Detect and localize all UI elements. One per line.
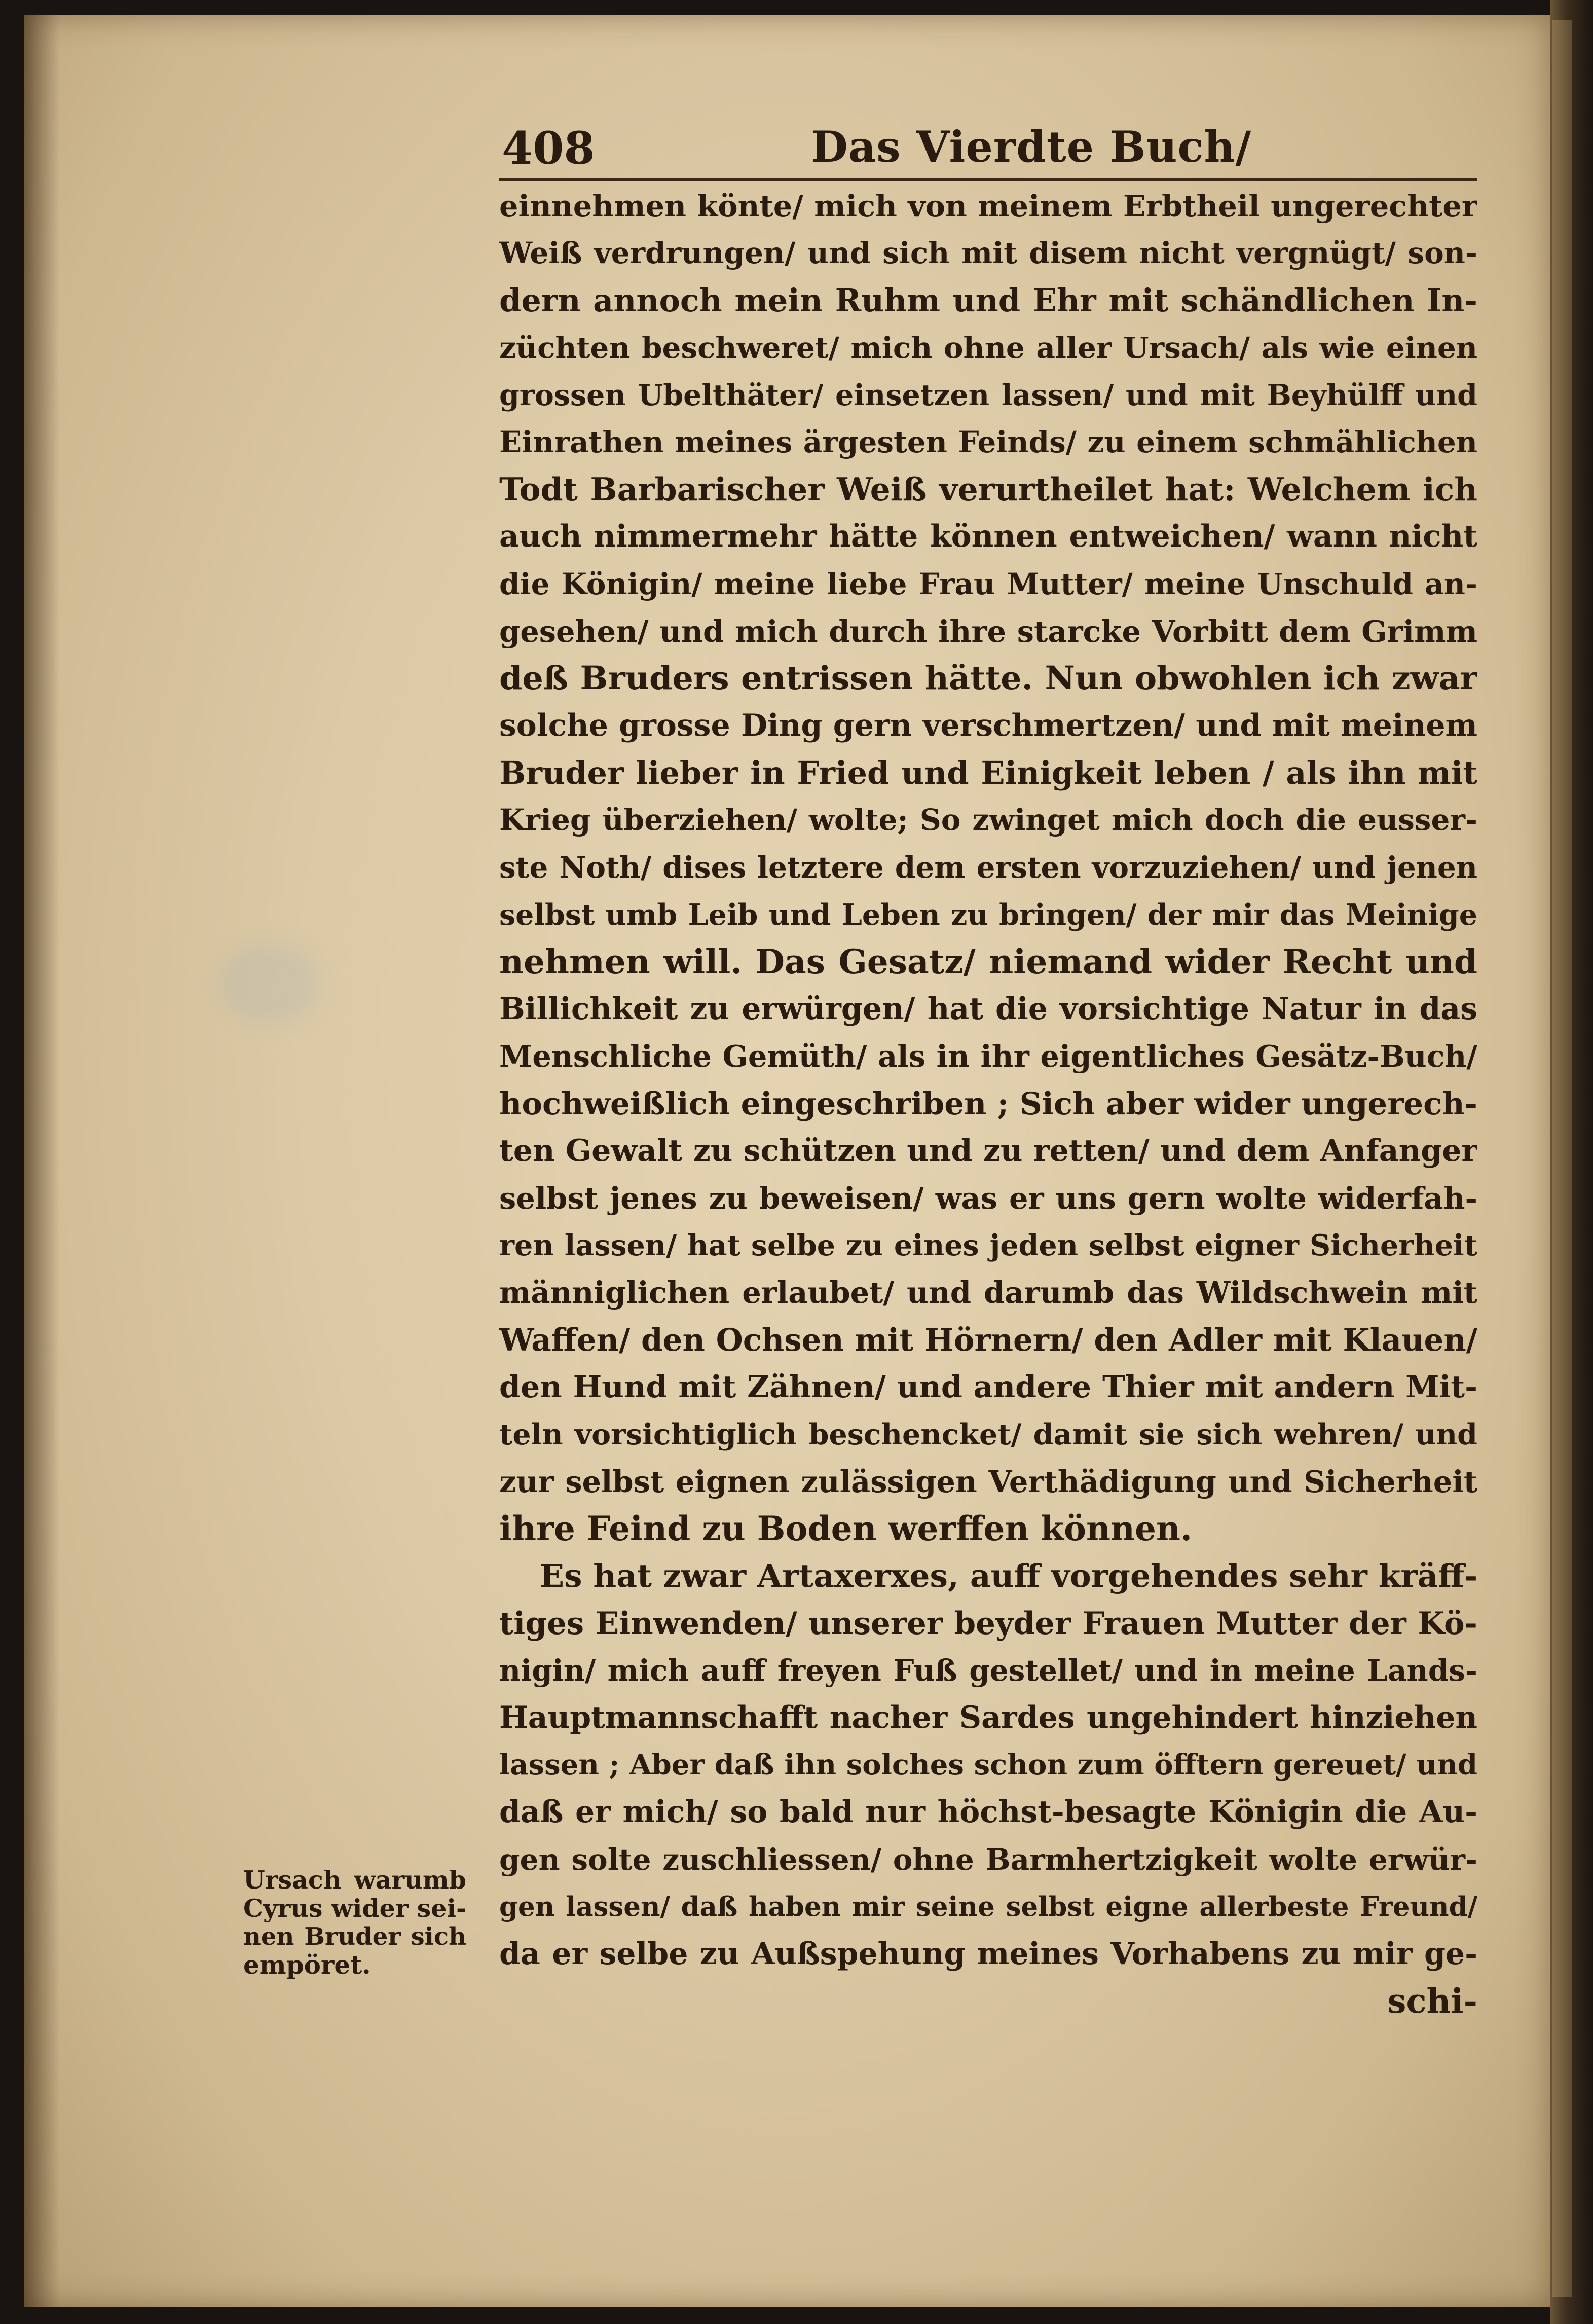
margin-note-line: empöret. (243, 1950, 371, 1980)
text-line: Einrathen meines ärgesten Feinds/ zu einem schmählichen (499, 424, 1477, 459)
text-line: ren lassen/ hat selbe zu eines jeden selbst eigner Sicherheit (499, 1228, 1477, 1263)
text-line: Todt Barbarischer Weiß verurtheilet hat: Welchem ich (499, 470, 1477, 509)
page-gutter-shadow (24, 15, 60, 2307)
margin-note-line: nen Bruder sich (243, 1922, 466, 1951)
text-line: tiges Einwenden/ unserer beyder Frauen Mutter der Kö- (499, 1605, 1477, 1642)
text-line: gesehen/ und mich durch ihre starcke Vorbitt dem Grimm (499, 613, 1477, 649)
facing-page-sheet (1552, 20, 1572, 2297)
page-header (502, 122, 1480, 177)
text-line: Waffen/ den Ochsen mit Hörnern/ den Adler mit Klauen/ (499, 1322, 1477, 1358)
text-line: teln vorsichtiglich beschencket/ damit sie sich wehren/ und (499, 1417, 1477, 1451)
text-line: Menschliche Gemüth/ als in ihr eigentliches Gesätz-Buch/ (499, 1039, 1477, 1074)
text-line: die Königin/ meine liebe Frau Mutter/ meine Unschuld an- (499, 566, 1477, 601)
page-number: 408 (502, 122, 595, 174)
text-line: ste Noth/ dises letztere dem ersten vorzuziehen/ und jenen (499, 850, 1477, 885)
text-line: nehmen will. Das Gesatz/ niemand wider Recht und (499, 942, 1477, 982)
text-line: männiglichen erlaubet/ und darumb das Wildschwein mit (499, 1275, 1477, 1311)
facing-page-edge (1550, 0, 1593, 2324)
body-text (499, 183, 1477, 2025)
text-line: selbst umb Leib und Leben zu bringen/ der mir das Meinige (499, 897, 1477, 932)
text-line: Weiß verdrungen/ und sich mit disem nicht vergnügt/ son- (499, 236, 1477, 271)
text-line: ihre Feind zu Boden werffen können. (499, 1509, 1192, 1549)
running-head: Das Vierdte Buch/ (811, 122, 1252, 172)
text-line: grossen Ubelthäter/ einsetzen lassen/ und mit Beyhülff und (499, 378, 1477, 412)
paper-stain (218, 943, 319, 1024)
text-line: deß Bruders entrissen hätte. Nun obwohlen ich zwar (499, 659, 1477, 698)
text-line: dern annoch mein Ruhm und Ehr mit schändlichen In- (499, 282, 1477, 319)
text-line: zur selbst eignen zulässigen Verthädigung und Sicherheit (499, 1464, 1477, 1500)
text-line: züchten beschweret/ mich ohne aller Ursach/ als wie einen (499, 330, 1477, 365)
margin-note-line: Ursach warumb (243, 1865, 466, 1895)
text-line: Krieg überziehen/ wolte; So zwinget mich doch die eusser- (499, 803, 1477, 838)
text-line: da er selbe zu Außspehung meines Vorhabens zu mir ge- (499, 1936, 1477, 1972)
text-line: Hauptmannschafft nacher Sardes ungehindert hinziehen (499, 1700, 1477, 1735)
margin-note-line: Cyrus wider sei- (243, 1894, 467, 1923)
text-line: selbst jenes zu beweisen/ was er uns gern wolte widerfah- (499, 1180, 1477, 1216)
text-line: einnehmen könte/ mich von meinem Erbtheil ungerechter (499, 189, 1477, 224)
text-line: gen lassen/ daß haben mir seine selbst eigne allerbeste Freund/ (499, 1891, 1477, 1922)
text-line: lassen ; Aber daß ihn solches schon zum öfftern gereuet/ und (499, 1748, 1477, 1782)
text-line: den Hund mit Zähnen/ und andere Thier mit andern Mit- (499, 1369, 1477, 1405)
text-line: gen solte zuschliessen/ ohne Barmhertzigkeit wolte erwür- (499, 1842, 1477, 1877)
catchword: schi- (1387, 1981, 1477, 2021)
text-line: nigin/ mich auff freyen Fuß gestellet/ und in meine Lands- (499, 1653, 1477, 1688)
text-line: solche grosse Ding gern verschmertzen/ und mit meinem (499, 708, 1477, 744)
text-line: Billichkeit zu erwürgen/ hat die vorsichtige Natur in das (499, 991, 1477, 1027)
text-line: auch nimmermehr hätte können entweichen/ wann nicht (499, 519, 1477, 555)
header-rule (499, 178, 1477, 181)
margin-note (243, 1866, 466, 1979)
text-line: Es hat zwar Artaxerxes, auff vorgehendes sehr kräff- (540, 1557, 1477, 1595)
text-line: hochweißlich eingeschriben ; Sich aber wider ungerech- (499, 1085, 1477, 1122)
text-line: daß er mich/ so bald nur höchst-besagte Königin die Au- (499, 1794, 1477, 1830)
text-line: ten Gewalt zu schützen und zu retten/ und dem Anfanger (499, 1133, 1477, 1169)
text-line: Bruder lieber in Fried und Einigkeit leben / als ihn mit (499, 754, 1477, 792)
